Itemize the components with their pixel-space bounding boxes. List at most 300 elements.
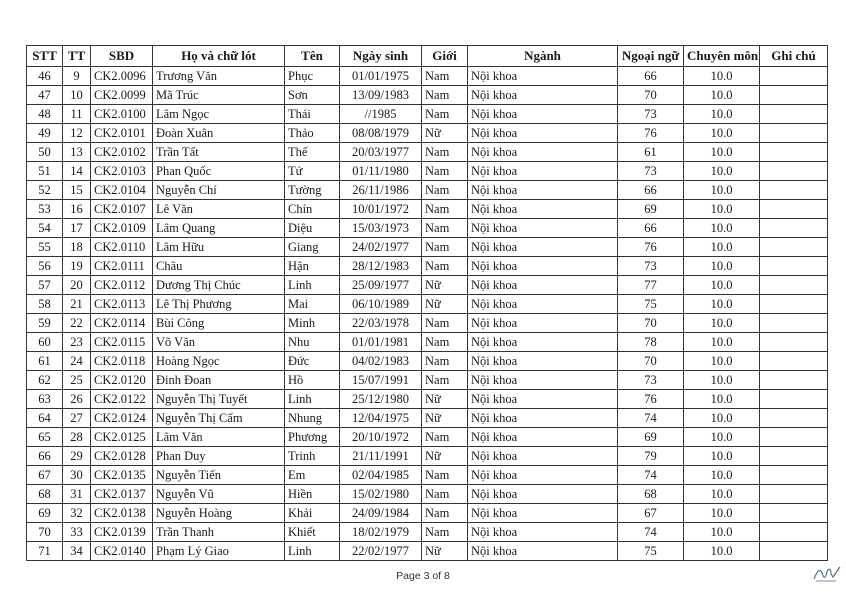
cell-chuyen-mon: 10.0 [684, 86, 760, 105]
cell-ngoai-ngu: 70 [618, 352, 684, 371]
table-row [27, 143, 828, 162]
table-row [27, 333, 828, 352]
cell-tt: 30 [63, 466, 91, 485]
table-row [27, 124, 828, 143]
cell-gioi: Nữ [422, 409, 468, 428]
cell-ten: Nhung [285, 409, 340, 428]
cell-tt: 14 [63, 162, 91, 181]
cell-gioi: Nam [422, 333, 468, 352]
cell-nganh: Nội khoa [468, 314, 618, 333]
cell-ngay-sinh: 20/10/1972 [340, 428, 422, 447]
cell-chuyen-mon: 10.0 [684, 295, 760, 314]
cell-ho-chu-lot: Đinh Đoan [153, 371, 285, 390]
cell-ghi-chu [760, 428, 828, 447]
cell-ghi-chu [760, 295, 828, 314]
table-row [27, 504, 828, 523]
cell-ghi-chu [760, 105, 828, 124]
cell-ngoai-ngu: 67 [618, 504, 684, 523]
cell-ngay-sinh: 02/04/1985 [340, 466, 422, 485]
signature-mark [812, 562, 842, 584]
cell-chuyen-mon: 10.0 [684, 238, 760, 257]
cell-chuyen-mon: 10.0 [684, 162, 760, 181]
cell-ten: Linh [285, 276, 340, 295]
cell-ngay-sinh: 25/12/1980 [340, 390, 422, 409]
cell-stt: 50 [27, 143, 63, 162]
cell-gioi: Nam [422, 485, 468, 504]
cell-ten: Đức [285, 352, 340, 371]
cell-ten: Khiết [285, 523, 340, 542]
cell-tt: 22 [63, 314, 91, 333]
cell-ho-chu-lot: Nguyễn Tiến [153, 466, 285, 485]
col-ho-chu-lot-header: Họ và chữ lót [153, 46, 285, 67]
cell-ngay-sinh: 01/11/1980 [340, 162, 422, 181]
cell-sbd: CK2.0107 [91, 200, 153, 219]
cell-chuyen-mon: 10.0 [684, 523, 760, 542]
cell-nganh: Nội khoa [468, 105, 618, 124]
cell-chuyen-mon: 10.0 [684, 390, 760, 409]
cell-chuyen-mon: 10.0 [684, 181, 760, 200]
cell-gioi: Nam [422, 238, 468, 257]
cell-ten: Linh [285, 390, 340, 409]
cell-gioi: Nam [422, 428, 468, 447]
cell-chuyen-mon: 10.0 [684, 219, 760, 238]
cell-nganh: Nội khoa [468, 200, 618, 219]
cell-sbd: CK2.0139 [91, 523, 153, 542]
table-row [27, 86, 828, 105]
cell-ten: Phương [285, 428, 340, 447]
cell-ngay-sinh: 06/10/1989 [340, 295, 422, 314]
cell-nganh: Nội khoa [468, 333, 618, 352]
cell-ho-chu-lot: Mã Trúc [153, 86, 285, 105]
cell-gioi: Nam [422, 352, 468, 371]
cell-ghi-chu [760, 143, 828, 162]
cell-ten: Hận [285, 257, 340, 276]
cell-sbd: CK2.0113 [91, 295, 153, 314]
table-row [27, 390, 828, 409]
cell-gioi: Nam [422, 181, 468, 200]
cell-gioi: Nam [422, 219, 468, 238]
cell-ghi-chu [760, 542, 828, 561]
cell-ho-chu-lot: Phạm Lý Giao [153, 542, 285, 561]
cell-stt: 67 [27, 466, 63, 485]
cell-nganh: Nội khoa [468, 143, 618, 162]
cell-sbd: CK2.0128 [91, 447, 153, 466]
cell-ten: Sơn [285, 86, 340, 105]
cell-stt: 47 [27, 86, 63, 105]
cell-sbd: CK2.0135 [91, 466, 153, 485]
cell-gioi: Nữ [422, 276, 468, 295]
cell-ngoai-ngu: 78 [618, 333, 684, 352]
cell-ten: Em [285, 466, 340, 485]
cell-ghi-chu [760, 409, 828, 428]
cell-ho-chu-lot: Trần Tất [153, 143, 285, 162]
cell-gioi: Nam [422, 162, 468, 181]
cell-ngay-sinh: 21/11/1991 [340, 447, 422, 466]
cell-nganh: Nội khoa [468, 523, 618, 542]
cell-chuyen-mon: 10.0 [684, 143, 760, 162]
cell-ngay-sinh: 13/09/1983 [340, 86, 422, 105]
cell-tt: 24 [63, 352, 91, 371]
cell-chuyen-mon: 10.0 [684, 200, 760, 219]
cell-sbd: CK2.0114 [91, 314, 153, 333]
cell-ngoai-ngu: 73 [618, 162, 684, 181]
cell-ho-chu-lot: Nguyễn Vũ [153, 485, 285, 504]
table-row [27, 352, 828, 371]
cell-ghi-chu [760, 485, 828, 504]
cell-ngay-sinh: 20/03/1977 [340, 143, 422, 162]
cell-ngoai-ngu: 73 [618, 371, 684, 390]
cell-tt: 16 [63, 200, 91, 219]
cell-gioi: Nam [422, 523, 468, 542]
cell-ngay-sinh: 25/09/1977 [340, 276, 422, 295]
cell-sbd: CK2.0122 [91, 390, 153, 409]
cell-nganh: Nội khoa [468, 485, 618, 504]
cell-ghi-chu [760, 67, 828, 86]
table-row [27, 238, 828, 257]
cell-gioi: Nữ [422, 295, 468, 314]
cell-ten: Giang [285, 238, 340, 257]
cell-tt: 12 [63, 124, 91, 143]
cell-ngoai-ngu: 74 [618, 523, 684, 542]
table-row [27, 219, 828, 238]
cell-ten: Minh [285, 314, 340, 333]
cell-gioi: Nữ [422, 542, 468, 561]
cell-sbd: CK2.0109 [91, 219, 153, 238]
cell-ho-chu-lot: Lê Thị Phương [153, 295, 285, 314]
cell-ghi-chu [760, 219, 828, 238]
table-row [27, 314, 828, 333]
cell-chuyen-mon: 10.0 [684, 485, 760, 504]
cell-tt: 34 [63, 542, 91, 561]
cell-stt: 60 [27, 333, 63, 352]
table-row [27, 200, 828, 219]
cell-nganh: Nội khoa [468, 67, 618, 86]
cell-ngoai-ngu: 73 [618, 105, 684, 124]
cell-gioi: Nam [422, 257, 468, 276]
table-row [27, 466, 828, 485]
table-row [27, 409, 828, 428]
cell-nganh: Nội khoa [468, 257, 618, 276]
cell-stt: 65 [27, 428, 63, 447]
cell-ho-chu-lot: Phan Duy [153, 447, 285, 466]
cell-stt: 53 [27, 200, 63, 219]
cell-tt: 28 [63, 428, 91, 447]
table-row [27, 295, 828, 314]
cell-tt: 25 [63, 371, 91, 390]
cell-ghi-chu [760, 200, 828, 219]
cell-sbd: CK2.0120 [91, 371, 153, 390]
cell-ho-chu-lot: Lâm Ngọc [153, 105, 285, 124]
cell-sbd: CK2.0096 [91, 67, 153, 86]
cell-ghi-chu [760, 523, 828, 542]
cell-ngoai-ngu: 75 [618, 542, 684, 561]
cell-nganh: Nội khoa [468, 219, 618, 238]
cell-ho-chu-lot: Trần Thanh [153, 523, 285, 542]
cell-ten: Trinh [285, 447, 340, 466]
col-nganh-header: Ngành [468, 46, 618, 67]
cell-ten: Thảo [285, 124, 340, 143]
cell-ngoai-ngu: 66 [618, 219, 684, 238]
cell-ghi-chu [760, 314, 828, 333]
cell-ngoai-ngu: 76 [618, 124, 684, 143]
table-row [27, 485, 828, 504]
cell-gioi: Nam [422, 67, 468, 86]
cell-stt: 71 [27, 542, 63, 561]
cell-ho-chu-lot: Lê Văn [153, 200, 285, 219]
cell-ho-chu-lot: Nguyễn Chí [153, 181, 285, 200]
cell-sbd: CK2.0099 [91, 86, 153, 105]
cell-sbd: CK2.0104 [91, 181, 153, 200]
cell-gioi: Nữ [422, 124, 468, 143]
cell-chuyen-mon: 10.0 [684, 542, 760, 561]
table-row [27, 371, 828, 390]
cell-nganh: Nội khoa [468, 295, 618, 314]
cell-tt: 21 [63, 295, 91, 314]
cell-chuyen-mon: 10.0 [684, 333, 760, 352]
cell-stt: 68 [27, 485, 63, 504]
cell-ngay-sinh: 28/12/1983 [340, 257, 422, 276]
cell-gioi: Nữ [422, 447, 468, 466]
cell-ngoai-ngu: 69 [618, 200, 684, 219]
cell-ngay-sinh: 04/02/1983 [340, 352, 422, 371]
cell-nganh: Nội khoa [468, 447, 618, 466]
cell-ghi-chu [760, 276, 828, 295]
cell-tt: 31 [63, 485, 91, 504]
cell-ghi-chu [760, 238, 828, 257]
cell-stt: 64 [27, 409, 63, 428]
cell-ho-chu-lot: Võ Văn [153, 333, 285, 352]
header-row [27, 46, 828, 67]
cell-ngoai-ngu: 76 [618, 390, 684, 409]
cell-sbd: CK2.0138 [91, 504, 153, 523]
cell-ngay-sinh: 12/04/1975 [340, 409, 422, 428]
cell-sbd: CK2.0124 [91, 409, 153, 428]
cell-chuyen-mon: 10.0 [684, 352, 760, 371]
cell-ngay-sinh: 26/11/1986 [340, 181, 422, 200]
cell-ho-chu-lot: Lâm Văn [153, 428, 285, 447]
cell-nganh: Nội khoa [468, 238, 618, 257]
cell-ghi-chu [760, 352, 828, 371]
cell-stt: 57 [27, 276, 63, 295]
col-tt-header: TT [63, 46, 91, 67]
cell-ho-chu-lot: Trương Văn [153, 67, 285, 86]
cell-ngay-sinh: 24/02/1977 [340, 238, 422, 257]
cell-stt: 59 [27, 314, 63, 333]
cell-gioi: Nam [422, 504, 468, 523]
cell-ten: Mai [285, 295, 340, 314]
cell-ngay-sinh: 01/01/1981 [340, 333, 422, 352]
cell-ghi-chu [760, 371, 828, 390]
cell-ho-chu-lot: Lâm Quang [153, 219, 285, 238]
cell-ghi-chu [760, 124, 828, 143]
cell-ghi-chu [760, 86, 828, 105]
cell-ho-chu-lot: Nguyễn Thị Cẩm [153, 409, 285, 428]
cell-tt: 15 [63, 181, 91, 200]
cell-ngoai-ngu: 75 [618, 295, 684, 314]
cell-ten: Khải [285, 504, 340, 523]
cell-tt: 20 [63, 276, 91, 295]
cell-tt: 9 [63, 67, 91, 86]
cell-sbd: CK2.0125 [91, 428, 153, 447]
cell-ten: Nhu [285, 333, 340, 352]
cell-chuyen-mon: 10.0 [684, 257, 760, 276]
cell-nganh: Nội khoa [468, 276, 618, 295]
cell-tt: 10 [63, 86, 91, 105]
table-row [27, 67, 828, 86]
cell-ten: Thái [285, 105, 340, 124]
cell-chuyen-mon: 10.0 [684, 105, 760, 124]
cell-gioi: Nam [422, 200, 468, 219]
col-sbd-header: SBD [91, 46, 153, 67]
cell-ngay-sinh: 18/02/1979 [340, 523, 422, 542]
cell-ngoai-ngu: 77 [618, 276, 684, 295]
cell-sbd: CK2.0140 [91, 542, 153, 561]
cell-stt: 56 [27, 257, 63, 276]
cell-chuyen-mon: 10.0 [684, 409, 760, 428]
col-stt-header: STT [27, 46, 63, 67]
table-row [27, 181, 828, 200]
col-ngay-sinh-header: Ngày sinh [340, 46, 422, 67]
table-row [27, 257, 828, 276]
cell-chuyen-mon: 10.0 [684, 314, 760, 333]
cell-ngay-sinh: 24/09/1984 [340, 504, 422, 523]
cell-ghi-chu [760, 390, 828, 409]
cell-ho-chu-lot: Nguyễn Thị Tuyết [153, 390, 285, 409]
cell-nganh: Nội khoa [468, 504, 618, 523]
cell-ngoai-ngu: 79 [618, 447, 684, 466]
cell-ten: Hiền [285, 485, 340, 504]
table-row [27, 542, 828, 561]
cell-ngay-sinh: 15/03/1973 [340, 219, 422, 238]
cell-nganh: Nội khoa [468, 390, 618, 409]
cell-tt: 17 [63, 219, 91, 238]
cell-ten: Tứ [285, 162, 340, 181]
table-body [27, 67, 828, 561]
page-number: Page 3 of 8 [396, 570, 450, 582]
cell-ngoai-ngu: 66 [618, 67, 684, 86]
cell-nganh: Nội khoa [468, 409, 618, 428]
cell-gioi: Nam [422, 143, 468, 162]
cell-ho-chu-lot: Châu [153, 257, 285, 276]
cell-tt: 18 [63, 238, 91, 257]
cell-sbd: CK2.0103 [91, 162, 153, 181]
cell-ho-chu-lot: Hoàng Ngọc [153, 352, 285, 371]
cell-ho-chu-lot: Bùi Công [153, 314, 285, 333]
cell-ngay-sinh: 10/01/1972 [340, 200, 422, 219]
cell-stt: 51 [27, 162, 63, 181]
cell-ngoai-ngu: 61 [618, 143, 684, 162]
table-row [27, 428, 828, 447]
cell-nganh: Nội khoa [468, 162, 618, 181]
cell-tt: 27 [63, 409, 91, 428]
cell-stt: 62 [27, 371, 63, 390]
cell-ngoai-ngu: 69 [618, 428, 684, 447]
cell-tt: 29 [63, 447, 91, 466]
cell-gioi: Nữ [422, 390, 468, 409]
col-chuyen-mon-header: Chuyên môn [684, 46, 760, 67]
table-row [27, 162, 828, 181]
cell-stt: 46 [27, 67, 63, 86]
cell-tt: 23 [63, 333, 91, 352]
cell-nganh: Nội khoa [468, 86, 618, 105]
cell-chuyen-mon: 10.0 [684, 124, 760, 143]
cell-sbd: CK2.0101 [91, 124, 153, 143]
cell-sbd: CK2.0100 [91, 105, 153, 124]
cell-ghi-chu [760, 504, 828, 523]
cell-gioi: Nam [422, 371, 468, 390]
cell-stt: 61 [27, 352, 63, 371]
cell-ten: Chín [285, 200, 340, 219]
cell-ghi-chu [760, 257, 828, 276]
cell-nganh: Nội khoa [468, 124, 618, 143]
cell-ten: Phục [285, 67, 340, 86]
col-ghi-chu-header: Ghi chú [760, 46, 828, 67]
col-gioi-header: Giới [422, 46, 468, 67]
cell-stt: 58 [27, 295, 63, 314]
cell-sbd: CK2.0112 [91, 276, 153, 295]
cell-ngoai-ngu: 74 [618, 466, 684, 485]
cell-sbd: CK2.0110 [91, 238, 153, 257]
cell-gioi: Nam [422, 314, 468, 333]
cell-sbd: CK2.0115 [91, 333, 153, 352]
cell-ghi-chu [760, 181, 828, 200]
cell-ghi-chu [760, 466, 828, 485]
cell-nganh: Nội khoa [468, 352, 618, 371]
table-row [27, 105, 828, 124]
cell-chuyen-mon: 10.0 [684, 67, 760, 86]
cell-stt: 69 [27, 504, 63, 523]
table-row [27, 447, 828, 466]
cell-ghi-chu [760, 447, 828, 466]
cell-ghi-chu [760, 333, 828, 352]
cell-sbd: CK2.0137 [91, 485, 153, 504]
cell-tt: 19 [63, 257, 91, 276]
cell-chuyen-mon: 10.0 [684, 466, 760, 485]
cell-stt: 66 [27, 447, 63, 466]
table-header [27, 46, 828, 67]
cell-ten: Hồ [285, 371, 340, 390]
cell-gioi: Nam [422, 86, 468, 105]
cell-stt: 48 [27, 105, 63, 124]
cell-ngay-sinh: 15/07/1991 [340, 371, 422, 390]
cell-stt: 49 [27, 124, 63, 143]
cell-tt: 13 [63, 143, 91, 162]
cell-tt: 32 [63, 504, 91, 523]
cell-stt: 52 [27, 181, 63, 200]
cell-stt: 70 [27, 523, 63, 542]
cell-ten: Diệu [285, 219, 340, 238]
cell-ngay-sinh: 22/02/1977 [340, 542, 422, 561]
cell-nganh: Nội khoa [468, 371, 618, 390]
candidate-table [26, 45, 828, 561]
cell-ngay-sinh: //1985 [340, 105, 422, 124]
cell-nganh: Nội khoa [468, 542, 618, 561]
cell-ngoai-ngu: 66 [618, 181, 684, 200]
cell-stt: 55 [27, 238, 63, 257]
cell-chuyen-mon: 10.0 [684, 504, 760, 523]
cell-chuyen-mon: 10.0 [684, 371, 760, 390]
cell-ho-chu-lot: Lâm Hữu [153, 238, 285, 257]
cell-nganh: Nội khoa [468, 181, 618, 200]
cell-sbd: CK2.0118 [91, 352, 153, 371]
cell-ngoai-ngu: 73 [618, 257, 684, 276]
cell-nganh: Nội khoa [468, 428, 618, 447]
cell-ghi-chu [760, 162, 828, 181]
cell-ngay-sinh: 15/02/1980 [340, 485, 422, 504]
col-ngoai-ngu-header: Ngoại ngữ [618, 46, 684, 67]
cell-ngay-sinh: 01/01/1975 [340, 67, 422, 86]
cell-ho-chu-lot: Nguyễn Hoàng [153, 504, 285, 523]
